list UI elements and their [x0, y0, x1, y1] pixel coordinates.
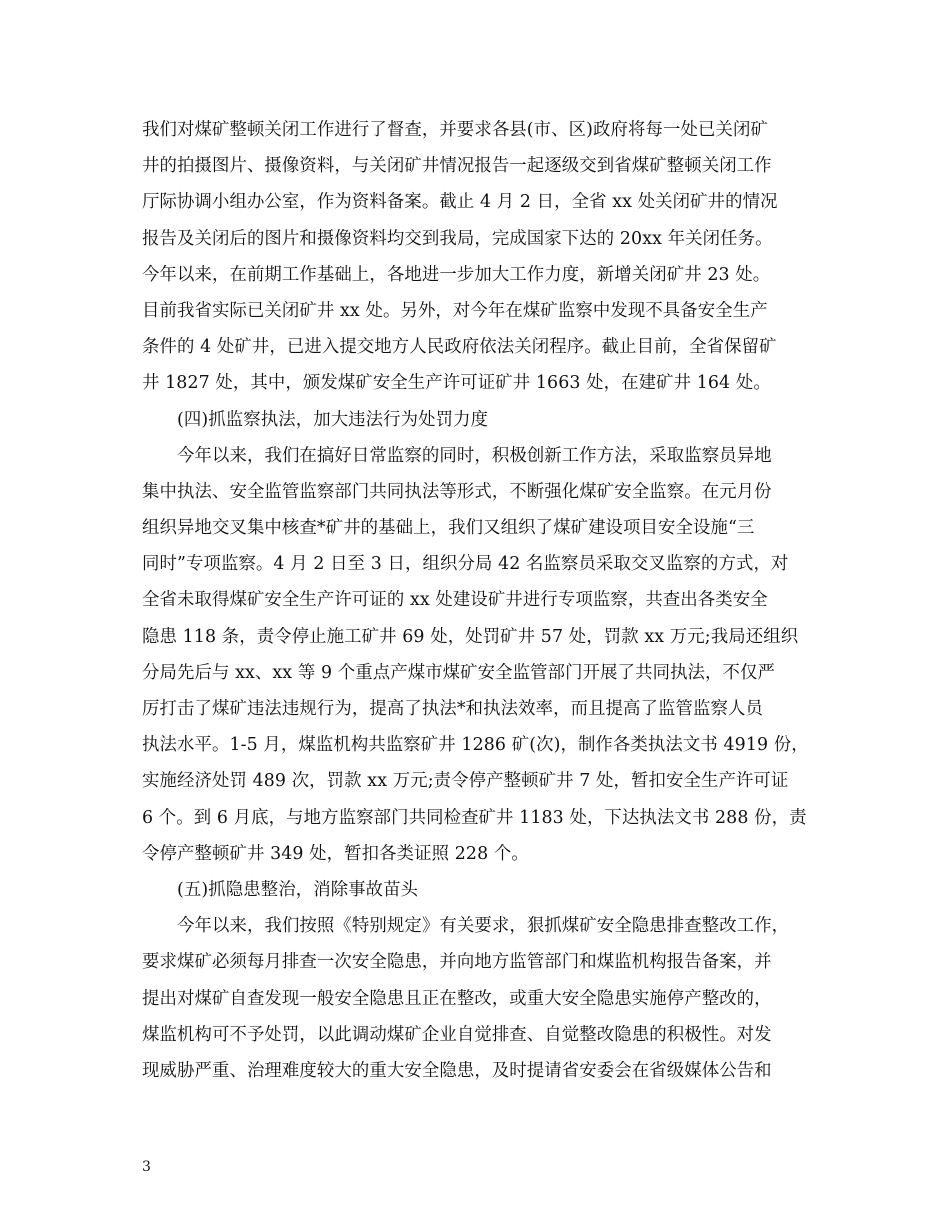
text-line: 目前我省实际已关闭矿井 xx 处。另外，对今年在煤矿监察中发现不具备安全生产: [142, 300, 768, 321]
text-line: 执法水平。1-5 月，煤监机构共监察矿井 1286 矿(次)，制作各类执法文书 4919 份，: [142, 735, 809, 756]
text-line: 今年以来，在前期工作基础上，各地进一步加大工作力度，新增关闭矿井 23 处。: [142, 264, 771, 285]
text-line: 分局先后与 xx、xx 等 9 个重点产煤市煤矿安全监管部门开展了共同执法，不仅严: [142, 662, 776, 683]
body-text: [142, 112, 822, 1089]
text-line: 今年以来，我们在搞好日常监察的同时，积极创新工作方法，采取监察员异地: [177, 445, 772, 466]
text-line: 今年以来，我们按照《特别规定》有关要求，狠抓煤矿安全隐患排查整改工作，: [177, 916, 790, 937]
text-line: 厉打击了煤矿违法违规行为，提高了执法*和执法效率，而且提高了监管监察人员: [142, 699, 763, 719]
text-line: 报告及关闭后的图片和摄像资料均交到我局，完成国家下达的 20xx 年关闭任务。: [142, 228, 773, 249]
text-line: 令停产整顿矿井 349 处，暂扣各类证照 228 个。: [142, 843, 529, 864]
text-line: 组织异地交叉集中核查*矿井的基础上，我们又组织了煤矿建设项目安全设施“三: [142, 518, 755, 539]
text-line: 条件的 4 处矿井，已进入提交地方人民政府依法关闭程序。截止目前，全省保留矿: [142, 337, 777, 358]
page-number: 3: [142, 1159, 151, 1175]
text-line: 全省未取得煤矿安全生产许可证的 xx 处建设矿井进行专项监察，共查出各类安全: [142, 590, 768, 611]
text-line: 井的拍摄图片、摄像资料，与关闭矿井情况报告一起逐级交到省煤矿整顿关闭工作: [142, 156, 772, 177]
text-line: 我们对煤矿整顿关闭工作进行了督查，并要求各县(市、区)政府将每一处已关闭矿: [142, 120, 768, 140]
text-line: 6 个。到 6 月底，与地方监察部门共同检查矿井 1183 处，下达执法文书 288 份，责: [142, 807, 807, 828]
text-line: 隐患 118 条，责令停止施工矿井 69 处，处罚矿井 57 处，罚款 xx 万元;我局还组织: [142, 626, 799, 647]
text-line: 煤监机构可不予处罚，以此调动煤矿企业自觉排查、自觉整改隐患的积极性。对发: [142, 1024, 772, 1045]
text-line: 要求煤矿必须每月排查一次安全隐患，并向地方监管部门和煤监机构报告备案，并: [142, 952, 772, 973]
text-line: 提出对煤矿自查发现一般安全隐患且正在整改，或重大安全隐患实施停产整改的，: [142, 988, 772, 1009]
text-line: 厅际协调小组办公室，作为资料备案。截止 4 月 2 日，全省 xx 处关闭矿井的情况: [142, 192, 778, 213]
text-line: 同时”专项监察。4 月 2 日至 3 日，组织分局 42 名监察员采取交叉监察的方式，对: [142, 554, 789, 575]
text-line: (五)抓隐患整治，消除事故苗头: [177, 879, 419, 900]
text-line: (四)抓监察执法，加大违法行为处罚力度: [177, 409, 489, 430]
text-line: 集中执法、安全监管监察部门共同执法等形式，不断强化煤矿安全监察。在元月份: [142, 481, 772, 502]
text-line: 实施经济处罚 489 次，罚款 xx 万元;责令停产整顿矿井 7 处，暂扣安全生产许可证: [142, 771, 789, 792]
text-line: 现威胁严重、治理难度较大的重大安全隐患，及时提请省安委会在省级媒体公告和: [142, 1060, 772, 1081]
text-line: 井 1827 处，其中，颁发煤矿安全生产许可证矿井 1663 处，在建矿井 164 处。: [142, 373, 771, 394]
